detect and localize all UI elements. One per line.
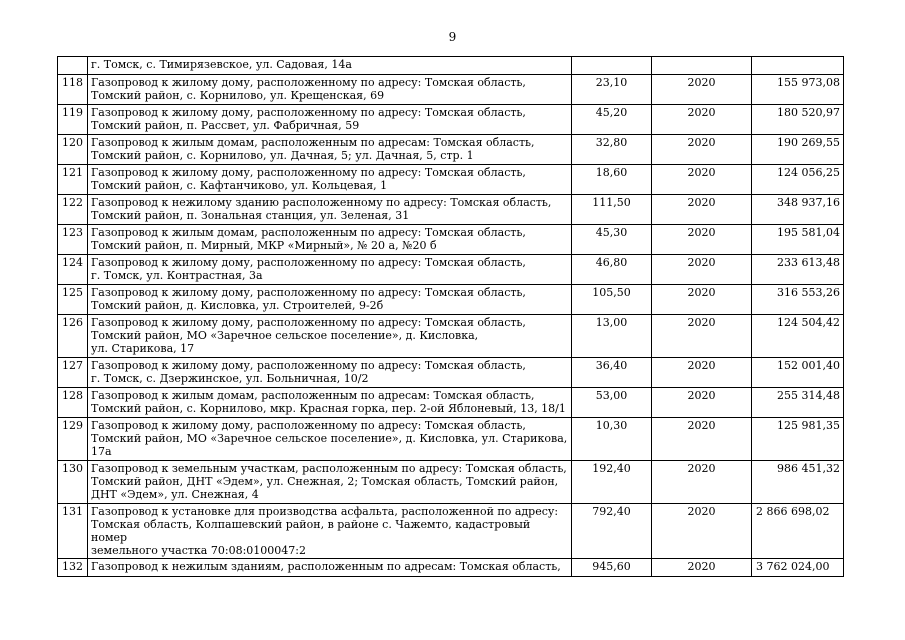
page-number: 9 [448,30,457,44]
row-length: 945,60 [572,559,652,577]
row-length: 111,50 [572,195,652,225]
row-description: Газопровод к жилому дому, расположенному по адресу: Томская область, Томский район, с. Кафтанчиково, ул. Кольцевая, 1 [88,165,572,195]
row-description: Газопровод к жилому дому, расположенному по адресу: Томская область, Томский район, МО «Заречное сельское поселение», д. Кисловка, ул. Старикова, 17 [88,315,572,358]
row-number: 124 [58,255,88,285]
row-description: Газопровод к жилому дому, расположенному по адресу: Томская область, г. Томск, с. Дзержинское, ул. Больничная, 10/2 [88,358,572,388]
row-year: 2020 [652,315,752,358]
row-description: Газопровод к нежилому зданию расположенному по адресу: Томская область, Томский район, п. Зональная станция, ул. Зеленая, 31 [88,195,572,225]
row-year: 2020 [652,559,752,577]
row-length: 45,20 [572,105,652,135]
row-number: 118 [58,75,88,105]
table-row [58,135,844,165]
row-length: 32,80 [572,135,652,165]
row-length: 53,00 [572,388,652,418]
table-row [58,285,844,315]
row-length: 13,00 [572,315,652,358]
row-cost: 124 504,42 [752,315,844,358]
table-row [58,165,844,195]
row-year [652,57,752,75]
row-length: 105,50 [572,285,652,315]
row-number: 127 [58,358,88,388]
table-row [58,75,844,105]
row-length: 46,80 [572,255,652,285]
row-cost: 3 762 024,00 [752,559,844,577]
row-description: Газопровод к жилому дому, расположенному по адресу: Томская область, Томский район, МО «Заречное сельское поселение», д. Кисловка, ул. Старикова, 17а [88,418,572,461]
table-row [58,418,844,461]
table-row [58,559,844,577]
row-number: 121 [58,165,88,195]
row-description: Газопровод к нежилым зданиям, расположенным по адресам: Томская область, [88,559,572,577]
row-cost: 124 056,25 [752,165,844,195]
row-description: Газопровод к жилому дому, расположенному по адресу: Томская область, Томский район, д. Кисловка, ул. Строителей, 9-2б [88,285,572,315]
row-cost: 152 001,40 [752,358,844,388]
row-length: 10,30 [572,418,652,461]
row-number: 120 [58,135,88,165]
table-body [58,57,844,577]
row-year: 2020 [652,165,752,195]
row-description: Газопровод к жилому дому, расположенному по адресу: Томская область, г. Томск, ул. Контрастная, 3а [88,255,572,285]
row-length: 18,60 [572,165,652,195]
row-year: 2020 [652,105,752,135]
table-row-continuation [58,57,844,75]
row-year: 2020 [652,358,752,388]
table-row [58,105,844,135]
row-cost: 233 613,48 [752,255,844,285]
row-cost: 155 973,08 [752,75,844,105]
row-number-cell [58,57,88,75]
row-year: 2020 [652,255,752,285]
row-description: Газопровод к жилому дому, расположенному по адресу: Томская область, Томский район, п. Рассвет, ул. Фабричная, 59 [88,105,572,135]
row-length: 192,40 [572,461,652,504]
table-row [58,255,844,285]
row-year: 2020 [652,504,752,559]
row-length: 45,30 [572,225,652,255]
row-number: 123 [58,225,88,255]
row-year: 2020 [652,135,752,165]
row-year: 2020 [652,285,752,315]
row-number: 129 [58,418,88,461]
row-cost: 986 451,32 [752,461,844,504]
row-cost: 195 581,04 [752,225,844,255]
row-description: Газопровод к установке для производства асфальта, расположенной по адресу: Томская область, Колпашевский район, в районе с. Чажемто, кадастровый номер земельного участка 70:08:0100047:2 [88,504,572,559]
table-row [58,358,844,388]
row-year: 2020 [652,225,752,255]
row-number: 128 [58,388,88,418]
row-description: Газопровод к жилым домам, расположенным по адресу: Томская область, Томский район, п. Мирный, МКР «Мирный», № 20 а, №20 б [88,225,572,255]
row-number: 122 [58,195,88,225]
table-row [58,315,844,358]
row-year: 2020 [652,195,752,225]
row-number: 125 [58,285,88,315]
row-number: 126 [58,315,88,358]
row-description: Газопровод к жилому дому, расположенному по адресу: Томская область, Томский район, с. Корнилово, ул. Крещенская, 69 [88,75,572,105]
row-cost: 125 981,35 [752,418,844,461]
row-cost: 180 520,97 [752,105,844,135]
row-year: 2020 [652,418,752,461]
row-length: 23,10 [572,75,652,105]
row-number: 130 [58,461,88,504]
row-description: Газопровод к жилым домам, расположенным по адресам: Томская область, Томский район, с. Корнилово, мкр. Красная горка, пер. 2-ой Яблоневый, 13, 18/1 [88,388,572,418]
row-cost [752,57,844,75]
row-cost: 2 866 698,02 [752,504,844,559]
row-cost: 190 269,55 [752,135,844,165]
row-length: 792,40 [572,504,652,559]
row-description: Газопровод к земельным участкам, расположенным по адресу: Томская область, Томский район, ДНТ «Эдем», ул. Снежная, 2; Томская область, Томский район, ДНТ «Эдем», ул. Снежная, 4 [88,461,572,504]
row-year: 2020 [652,461,752,504]
table-row [58,225,844,255]
row-year: 2020 [652,388,752,418]
row-length [572,57,652,75]
row-number: 131 [58,504,88,559]
row-cost: 316 553,26 [752,285,844,315]
row-number: 119 [58,105,88,135]
row-number: 132 [58,559,88,577]
row-cost: 255 314,48 [752,388,844,418]
row-cost: 348 937,16 [752,195,844,225]
gas-pipeline-table [57,56,844,577]
table-row [58,504,844,559]
row-description: Газопровод к жилым домам, расположенным по адресам: Томская область, Томский район, с. Корнилово, ул. Дачная, 5; ул. Дачная, 5, стр. 1 [88,135,572,165]
table-row [58,461,844,504]
row-description: г. Томск, с. Тимирязевское, ул. Садовая, 14а [88,57,572,75]
table-row [58,388,844,418]
table-row [58,195,844,225]
row-length: 36,40 [572,358,652,388]
row-year: 2020 [652,75,752,105]
